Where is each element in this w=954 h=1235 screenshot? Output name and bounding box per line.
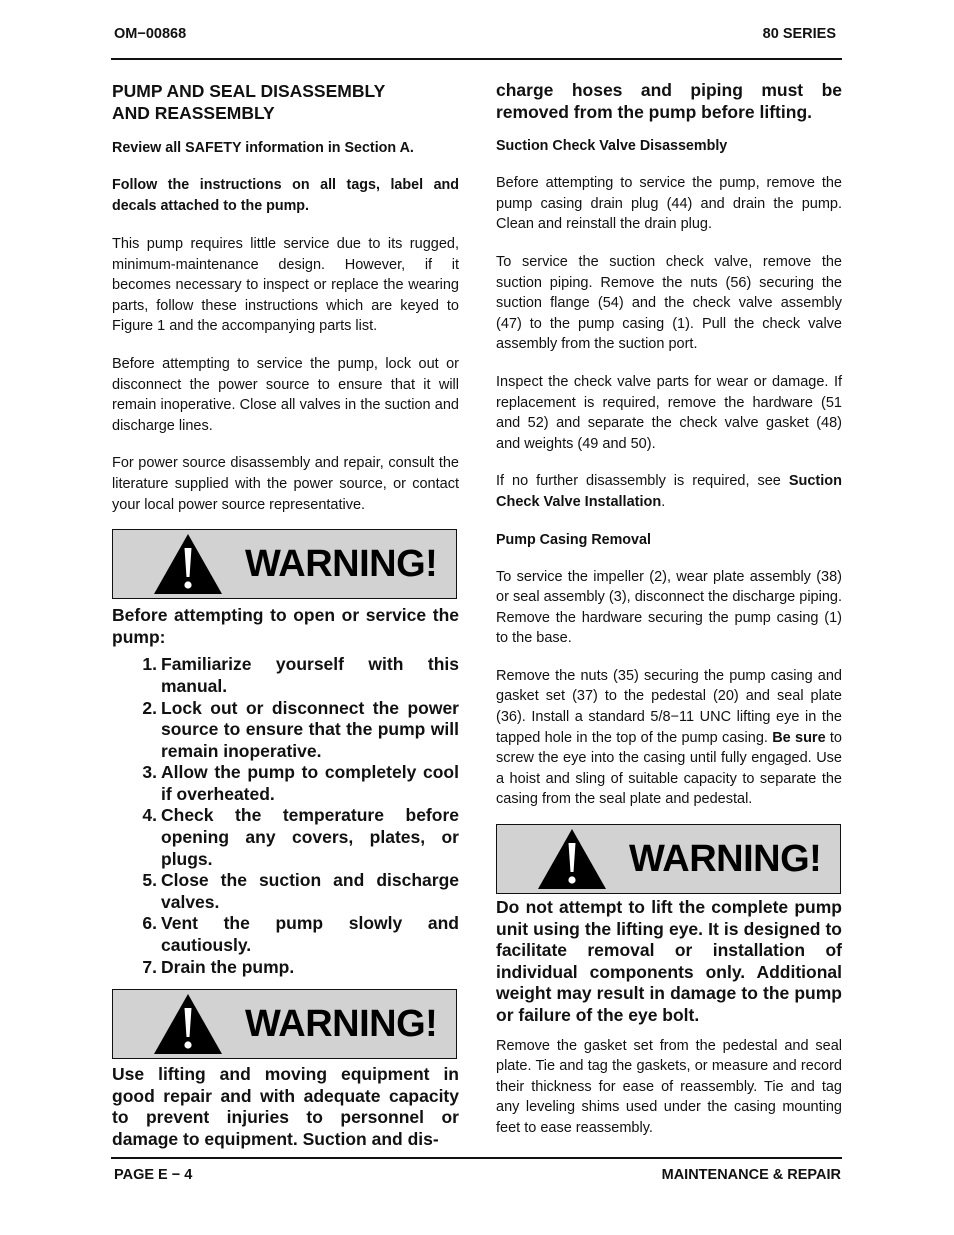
footer-page-number: PAGE E − 4 <box>114 1167 193 1183</box>
emphasis: Be sure <box>772 729 826 746</box>
subsection-title: Suction Check Valve Disassembly <box>496 138 728 155</box>
list-item: 5. Close the suction and discharge valves. <box>142 870 459 912</box>
warning-text-continued: charge hoses and piping must be removed from the pump before lifting. <box>496 80 842 122</box>
header-rule <box>111 58 842 60</box>
footer-rule <box>111 1157 842 1159</box>
paragraph: To service the suction check valve, remove the suction piping. Remove the nuts (56) securing the suction flange (54) and the check valve assembly (47) to the pump casing (1). Pull the check valve assembly from the suction port. <box>496 253 842 353</box>
header-series: 80 SERIES <box>762 26 836 42</box>
warning-triangle-icon <box>537 828 607 890</box>
warning-steps-list <box>112 654 459 978</box>
paragraph: Inspect the check valve parts for wear or damage. If replacement is required, remove the hardware (51 and 52) and separate the check valve gasket (48) and weights (49 and 50). <box>496 373 842 452</box>
right-column <box>496 80 842 1156</box>
header-doc-number: OM−00868 <box>114 26 187 42</box>
warning-label: WARNING! <box>245 1002 438 1045</box>
warning-box <box>112 529 457 599</box>
warning-box <box>496 824 841 894</box>
footer-section: MAINTENANCE & REPAIR <box>661 1167 841 1183</box>
section-title: PUMP AND SEAL DISASSEMBLY AND REASSEMBLY <box>112 81 385 123</box>
cross-reference: Suction Check Valve Installation <box>496 473 842 510</box>
warning-box <box>112 989 457 1059</box>
paragraph: This pump requires little service due to its rugged, minimum-maintenance design. However, if it becomes necessary to inspect or replace the wearing parts, follow these instructions which are keyed to Figure 1 and the accompanying parts list. <box>112 236 459 335</box>
paragraph: If no further disassembly is required, see Suction Check Valve Installation. <box>496 473 842 510</box>
warning-triangle-icon <box>153 533 223 595</box>
warning-label: WARNING! <box>629 837 822 880</box>
list-item: 2. Lock out or disconnect the power source to ensure that the pump will remain inoperative. <box>142 697 459 761</box>
left-column <box>112 80 459 1151</box>
list-item: 6. Vent the pump slowly and cautiously. <box>142 913 459 956</box>
warning-label: WARNING! <box>245 542 438 585</box>
subsection-title: Pump Casing Removal <box>496 531 651 548</box>
paragraph: Before attempting to service the pump, lock out or disconnect the power source to ensure that it will remain inoperative. Close all valves in the suction and discharge lines. <box>112 355 459 434</box>
list-item: 7. Drain the pump. <box>142 956 295 977</box>
list-item: 3. Allow the pump to completely cool if overheated. <box>142 762 459 804</box>
tags-note: Follow the instructions on all tags, label and decals attached to the pump. <box>112 177 459 214</box>
paragraph: For power source disassembly and repair, consult the literature supplied with the power source, or contact your local power source representative. <box>112 455 459 513</box>
warning-text: Do not attempt to lift the complete pump unit using the lifting eye. It is designed to facilitate removal or installation of individual components only. Additional weight may result in damage to the pump or failure of the eye bolt. <box>496 897 842 1025</box>
warning-text: Use lifting and moving equipment in good repair and with adequate capacity to prevent injuries to personnel or damage to equipment. Suction and dis- <box>112 1064 459 1149</box>
paragraph: Before attempting to service the pump, remove the pump casing drain plug (44) and drain the pump. Clean and reinstall the drain plug. <box>496 175 842 233</box>
warning-triangle-icon <box>153 993 223 1055</box>
paragraph: To service the impeller (2), wear plate assembly (38) or seal assembly (3), disconnect the discharge piping. Remove the hardware securing the pump casing (1) to the base. <box>496 568 842 647</box>
safety-note: Review all SAFETY information in Section A. <box>112 140 414 156</box>
paragraph: Remove the nuts (35) securing the pump casing and gasket set (37) to the pedestal (20) and seal plate (36). Install a standard 5/8−11 UNC lifting eye in the tapped hole in the top of the pump casing. Be sure to screw the eye into the casing until fully engaged. Use a hoist and sling of suitable capacity to separate the casing from the seal plate and pedestal. <box>496 667 842 808</box>
warning-intro: Before attempting to open or service the pump: <box>112 605 459 647</box>
list-item: 1. Familiarize yourself with this manual. <box>142 654 459 696</box>
paragraph: Remove the gasket set from the pedestal and seal plate. Tie and tag the gaskets, or measure and record their thickness for ease of reassembly. Tie and tag any leveling shims used under the casing mounting feet to ease reassembly. <box>496 1037 842 1136</box>
list-item: 4. Check the temperature before opening any covers, plates, or plugs. <box>142 805 459 869</box>
